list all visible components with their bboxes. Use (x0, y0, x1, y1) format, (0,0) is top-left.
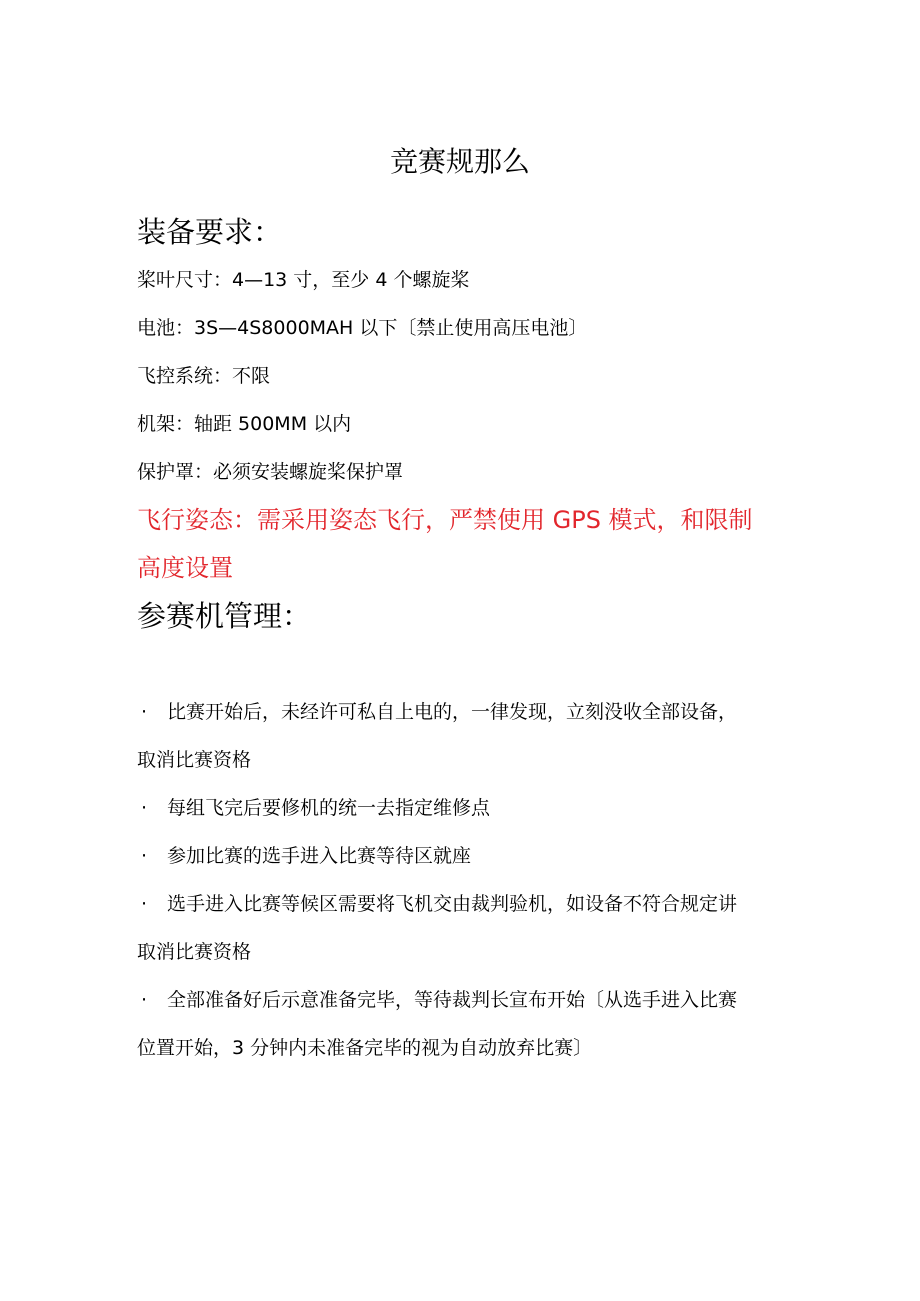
management-heading: 参赛机管理： (137, 599, 312, 633)
rule-item (137, 832, 787, 880)
rule-text: 比赛开始后，未经许可私自上电的，一律发现，立刻没收全部设备， (167, 701, 738, 723)
rule-text: 参加比赛的选手进入比赛等待区就座 (167, 845, 472, 867)
rule-item-continuation: 取消比赛资格 (137, 749, 252, 771)
spacer (137, 640, 787, 688)
equipment-item-flight-controller: 飞控系统：不限 (137, 365, 271, 387)
bullet-icon: · (141, 893, 148, 915)
document-title: 竞赛规那么 (389, 145, 530, 178)
equipment-item-guard: 保护罩：必须安装螺旋桨保护罩 (137, 461, 404, 483)
bullet-icon: · (141, 845, 148, 867)
bullet-icon: · (141, 701, 148, 723)
rule-text: 全部准备好后示意准备完毕，等待裁判长宣布开始〔从选手进入比赛 (167, 989, 738, 1011)
equipment-item-blades: 桨叶尺寸：4—13 寸，至少 4 个螺旋桨 (137, 269, 470, 291)
rule-item (137, 976, 787, 1024)
rule-item (137, 880, 787, 928)
rule-item (137, 784, 787, 832)
equipment-item-frame: 机架：轴距 500MM 以内 (137, 413, 352, 435)
document-body (137, 208, 787, 1072)
rule-item-continuation: 位置开始，3 分钟内未准备完毕的视为自动放弃比赛〕 (137, 1037, 593, 1059)
rule-item (137, 688, 787, 736)
bullet-icon: · (141, 989, 148, 1011)
rule-item-continuation: 取消比赛资格 (137, 941, 252, 963)
equipment-heading: 装备要求： (137, 215, 283, 249)
equipment-item-battery: 电池：3S—4S8000MAH 以下〔禁止使用高压电池〕 (137, 317, 588, 339)
rule-text: 每组飞完后要修机的统一去指定维修点 (167, 797, 491, 819)
bullet-icon: · (141, 797, 148, 819)
rule-text: 选手进入比赛等候区需要将飞机交由裁判验机，如设备不符合规定讲 (167, 893, 738, 915)
flight-mode-requirement-line1: 飞行姿态：需采用姿态飞行，严禁使用 GPS 模式，和限制 (137, 506, 753, 534)
flight-mode-requirement-line2: 高度设置 (137, 554, 233, 582)
